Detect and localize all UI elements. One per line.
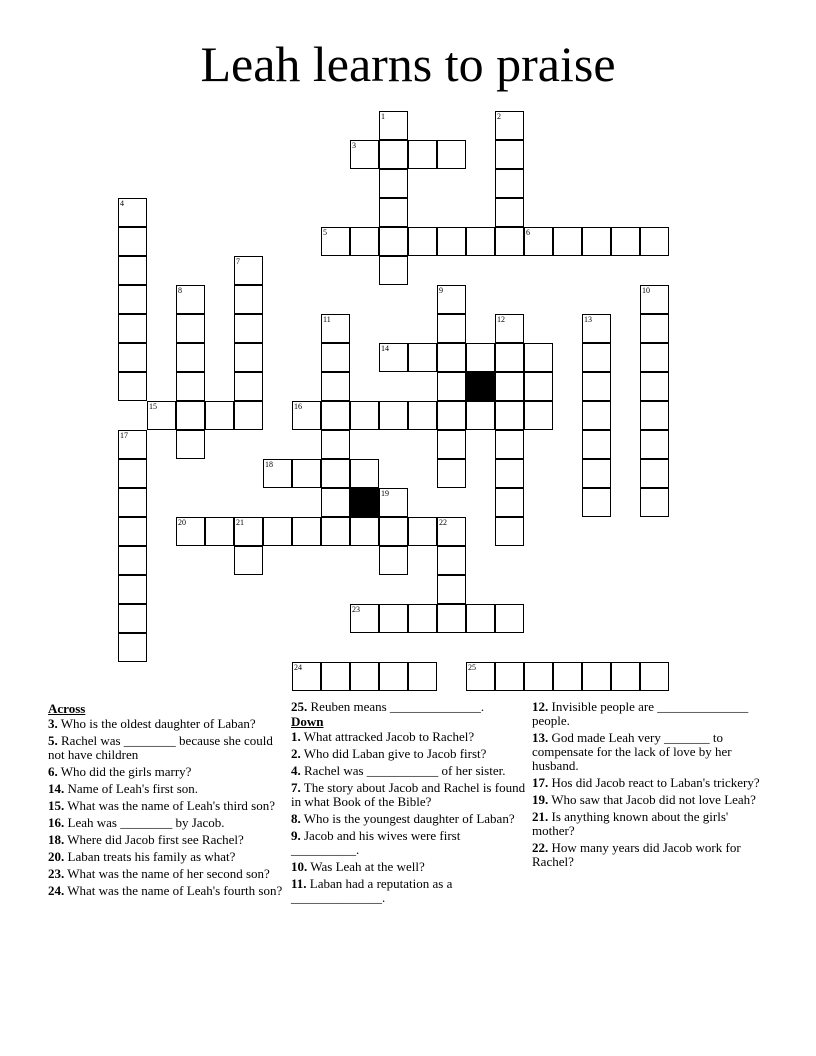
grid-cell[interactable] (350, 517, 379, 546)
clue-number: 4. (291, 763, 301, 778)
cell-number: 23 (352, 605, 360, 614)
grid-cell[interactable] (524, 662, 553, 691)
clue-number: 9. (291, 828, 301, 843)
grid-cell[interactable] (292, 662, 321, 691)
grid-cell[interactable] (437, 227, 466, 256)
clue-text: Was Leah at the well? (307, 859, 425, 874)
grid-cell[interactable] (466, 662, 495, 691)
clue-text: Who is the oldest daughter of Laban? (57, 716, 256, 731)
grid-cell[interactable] (379, 256, 408, 285)
clue-number: 22. (532, 840, 549, 855)
clue-text: Name of Leah's first son. (64, 781, 199, 796)
grid-cell[interactable] (176, 285, 205, 314)
grid-cell[interactable] (640, 227, 669, 256)
grid-cell[interactable] (234, 372, 263, 401)
clue-text: Is anything known about the girls' mother? (532, 809, 729, 838)
grid-cell[interactable] (321, 459, 350, 488)
down-clue (532, 776, 768, 790)
grid-cell[interactable] (379, 140, 408, 169)
grid-cell[interactable] (640, 459, 669, 488)
cell-number: 19 (381, 489, 389, 498)
grid-cell[interactable] (408, 343, 437, 372)
grid-cell[interactable] (118, 488, 147, 517)
grid-cell[interactable] (495, 140, 524, 169)
down-heading: Down (291, 714, 324, 729)
cell-number: 14 (381, 344, 389, 353)
across-clue (48, 734, 284, 762)
grid-cell[interactable] (321, 343, 350, 372)
grid-cell[interactable] (321, 227, 350, 256)
down-clue (532, 841, 768, 869)
grid-cell[interactable] (582, 314, 611, 343)
grid-cell[interactable] (321, 314, 350, 343)
cell-number: 18 (265, 460, 273, 469)
clue-text: Hos did Jacob react to Laban's trickery? (548, 775, 760, 790)
clue-number: 14. (48, 781, 65, 796)
grid-cell[interactable] (350, 401, 379, 430)
clue-number: 6. (48, 764, 58, 779)
grid-cell[interactable] (176, 343, 205, 372)
grid-cell[interactable] (176, 372, 205, 401)
cell-number: 8 (178, 286, 182, 295)
grid-cell[interactable] (118, 633, 147, 662)
grid-cell[interactable] (495, 227, 524, 256)
clue-text: Where did Jacob first see Rachel? (64, 832, 244, 847)
grid-cell[interactable] (437, 140, 466, 169)
grid-cell[interactable] (147, 401, 176, 430)
cell-number: 7 (236, 257, 240, 266)
grid-cell[interactable] (466, 401, 495, 430)
grid-cell[interactable] (582, 343, 611, 372)
clue-number: 3. (48, 716, 58, 731)
down-clue (291, 747, 527, 761)
cell-number: 4 (120, 199, 124, 208)
cell-number: 16 (294, 402, 302, 411)
across-clue (48, 833, 284, 847)
grid-cell[interactable] (234, 314, 263, 343)
grid-cell[interactable] (350, 227, 379, 256)
grid-cell[interactable] (263, 517, 292, 546)
grid-cell[interactable] (437, 517, 466, 546)
grid-cell[interactable] (408, 401, 437, 430)
grid-cell[interactable] (437, 285, 466, 314)
grid-cell[interactable] (379, 604, 408, 633)
grid-cell[interactable] (495, 169, 524, 198)
clue-number: 20. (48, 849, 65, 864)
grid-cell[interactable] (118, 285, 147, 314)
grid-cell[interactable] (118, 546, 147, 575)
page-title: Leah learns to praise (200, 36, 616, 92)
grid-cell[interactable] (524, 401, 553, 430)
clue-text: What was the name of Leah's fourth son? (64, 883, 283, 898)
grid-cell[interactable] (321, 488, 350, 517)
across-clue (291, 700, 527, 714)
grid-cell[interactable] (379, 111, 408, 140)
across-heading: Across (48, 701, 86, 716)
across-clue (48, 816, 284, 830)
clue-number: 25. (291, 699, 308, 714)
grid-cell[interactable] (495, 401, 524, 430)
grid-cell[interactable] (466, 227, 495, 256)
grid-cell[interactable] (234, 546, 263, 575)
clue-text: Rachel was ___________ of her sister. (300, 763, 506, 778)
grid-cell[interactable] (437, 401, 466, 430)
down-clue (291, 764, 527, 778)
grid-cell[interactable] (205, 517, 234, 546)
clue-number: 10. (291, 859, 308, 874)
clue-text: What was the name of Leah's third son? (64, 798, 276, 813)
grid-cell[interactable] (582, 372, 611, 401)
grid-cell[interactable] (495, 198, 524, 227)
grid-cell[interactable] (321, 517, 350, 546)
grid-cell[interactable] (611, 662, 640, 691)
cell-number: 25 (468, 663, 476, 672)
clue-text: How many years did Jacob work for Rachel? (532, 840, 741, 869)
clue-number: 21. (532, 809, 549, 824)
grid-cell[interactable] (118, 459, 147, 488)
clue-number: 8. (291, 811, 301, 826)
grid-cell[interactable] (437, 314, 466, 343)
clue-number: 23. (48, 866, 65, 881)
clue-text: Who saw that Jacob did not love Leah? (548, 792, 756, 807)
black-square (350, 488, 379, 517)
grid-cell[interactable] (350, 662, 379, 691)
grid-cell[interactable] (466, 604, 495, 633)
grid-cell[interactable] (553, 227, 582, 256)
grid-cell[interactable] (292, 517, 321, 546)
grid-cell[interactable] (437, 372, 466, 401)
grid-cell[interactable] (437, 575, 466, 604)
cell-number: 11 (323, 315, 331, 324)
grid-cell[interactable] (495, 662, 524, 691)
clue-number: 24. (48, 883, 65, 898)
clue-text: Jacob and his wives were first __________. (291, 828, 461, 857)
grid-cell[interactable] (495, 111, 524, 140)
down-clue (532, 810, 768, 838)
grid-cell[interactable] (640, 314, 669, 343)
clue-number: 2. (291, 746, 301, 761)
cell-number: 10 (642, 286, 650, 295)
grid-cell[interactable] (408, 227, 437, 256)
grid-cell[interactable] (205, 401, 234, 430)
across-clue (48, 782, 284, 796)
grid-cell[interactable] (582, 459, 611, 488)
grid-cell[interactable] (379, 662, 408, 691)
grid-cell[interactable] (611, 227, 640, 256)
grid-cell[interactable] (495, 343, 524, 372)
cell-number: 17 (120, 431, 128, 440)
grid-cell[interactable] (350, 140, 379, 169)
grid-cell[interactable] (118, 604, 147, 633)
grid-cell[interactable] (118, 517, 147, 546)
grid-cell[interactable] (379, 488, 408, 517)
down-clue (532, 700, 768, 728)
down-clue (291, 877, 527, 905)
grid-cell[interactable] (234, 517, 263, 546)
down-clue (291, 829, 527, 857)
grid-cell[interactable] (408, 140, 437, 169)
clue-number: 12. (532, 699, 549, 714)
grid-cell[interactable] (379, 198, 408, 227)
grid-cell[interactable] (495, 430, 524, 459)
black-square (466, 372, 495, 401)
clue-text: The story about Jacob and Rachel is found in what Book of the Bible? (291, 780, 526, 809)
cell-number: 15 (149, 402, 157, 411)
down-clue (291, 812, 527, 826)
clue-text: Leah was ________ by Jacob. (64, 815, 225, 830)
grid-cell[interactable] (437, 430, 466, 459)
grid-cell[interactable] (176, 401, 205, 430)
clue-text: What attracked Jacob to Rachel? (300, 729, 475, 744)
clue-number: 17. (532, 775, 549, 790)
clue-text: Laban treats his family as what? (64, 849, 236, 864)
grid-cell[interactable] (640, 430, 669, 459)
clue-text: Reuben means ______________. (307, 699, 485, 714)
clue-text: Who is the youngest daughter of Laban? (300, 811, 515, 826)
cell-number: 21 (236, 518, 244, 527)
clues-column-1 (48, 700, 284, 901)
clue-number: 15. (48, 798, 65, 813)
grid-cell[interactable] (582, 488, 611, 517)
clue-text: Invisible people are ______________ people. (532, 699, 749, 728)
clue-number: 5. (48, 733, 58, 748)
grid-cell[interactable] (350, 459, 379, 488)
cell-number: 6 (526, 228, 530, 237)
grid-cell[interactable] (118, 227, 147, 256)
grid-cell[interactable] (553, 662, 582, 691)
down-clue (291, 860, 527, 874)
grid-cell[interactable] (524, 343, 553, 372)
grid-cell[interactable] (118, 198, 147, 227)
grid-cell[interactable] (292, 459, 321, 488)
down-clue (291, 730, 527, 744)
cell-number: 13 (584, 315, 592, 324)
grid-cell[interactable] (379, 401, 408, 430)
clue-text: What was the name of her second son? (64, 866, 270, 881)
cell-number: 1 (381, 112, 385, 121)
cell-number: 20 (178, 518, 186, 527)
clue-number: 19. (532, 792, 549, 807)
grid-cell[interactable] (524, 227, 553, 256)
grid-cell[interactable] (321, 401, 350, 430)
cell-number: 24 (294, 663, 302, 672)
grid-cell[interactable] (437, 459, 466, 488)
grid-cell[interactable] (640, 401, 669, 430)
grid-cell[interactable] (408, 604, 437, 633)
across-clue (48, 799, 284, 813)
grid-cell[interactable] (640, 285, 669, 314)
grid-cell[interactable] (176, 517, 205, 546)
grid-cell[interactable] (495, 372, 524, 401)
clue-text: God made Leah very _______ to compensate for the lack of love by her husband. (532, 730, 732, 773)
clue-number: 16. (48, 815, 65, 830)
grid-cell[interactable] (640, 488, 669, 517)
grid-cell[interactable] (292, 401, 321, 430)
across-clue (48, 850, 284, 864)
across-clue (48, 884, 284, 898)
grid-cell[interactable] (321, 662, 350, 691)
grid-cell[interactable] (350, 604, 379, 633)
grid-cell[interactable] (379, 343, 408, 372)
grid-cell[interactable] (321, 430, 350, 459)
grid-cell[interactable] (234, 343, 263, 372)
grid-cell[interactable] (640, 372, 669, 401)
grid-cell[interactable] (263, 459, 292, 488)
grid-cell[interactable] (118, 575, 147, 604)
clues-column-2 (291, 700, 527, 908)
grid-cell[interactable] (466, 343, 495, 372)
cell-number: 3 (352, 141, 356, 150)
grid-cell[interactable] (640, 662, 669, 691)
grid-cell[interactable] (379, 169, 408, 198)
grid-cell[interactable] (118, 343, 147, 372)
clue-text: Who did the girls marry? (57, 764, 192, 779)
across-clue (48, 717, 284, 731)
grid-cell[interactable] (495, 517, 524, 546)
clue-number: 7. (291, 780, 301, 795)
clue-text: Laban had a reputation as a ______________. (291, 876, 453, 905)
grid-cell[interactable] (234, 256, 263, 285)
grid-cell[interactable] (582, 401, 611, 430)
cell-number: 22 (439, 518, 447, 527)
clue-text: Who did Laban give to Jacob first? (300, 746, 487, 761)
grid-cell[interactable] (437, 546, 466, 575)
clue-number: 18. (48, 832, 65, 847)
grid-cell[interactable] (582, 227, 611, 256)
grid-cell[interactable] (118, 256, 147, 285)
cell-number: 2 (497, 112, 501, 121)
grid-cell[interactable] (118, 430, 147, 459)
grid-cell[interactable] (176, 314, 205, 343)
grid-cell[interactable] (495, 488, 524, 517)
grid-cell[interactable] (495, 604, 524, 633)
cell-number: 12 (497, 315, 505, 324)
grid-cell[interactable] (408, 517, 437, 546)
grid-cell[interactable] (321, 372, 350, 401)
grid-cell[interactable] (437, 604, 466, 633)
clue-number: 13. (532, 730, 549, 745)
clue-text: Rachel was ________ because she could not have children (48, 733, 273, 762)
grid-cell[interactable] (437, 343, 466, 372)
across-clue (48, 867, 284, 881)
down-clue (532, 793, 768, 807)
clues-column-3 (532, 700, 768, 872)
grid-cell[interactable] (524, 372, 553, 401)
grid-cell[interactable] (379, 517, 408, 546)
grid-cell[interactable] (582, 430, 611, 459)
clue-number: 1. (291, 729, 301, 744)
grid-cell[interactable] (408, 662, 437, 691)
grid-cell[interactable] (495, 314, 524, 343)
down-clue (532, 731, 768, 773)
grid-cell[interactable] (118, 372, 147, 401)
grid-cell[interactable] (234, 285, 263, 314)
grid-cell[interactable] (379, 227, 408, 256)
grid-cell[interactable] (495, 459, 524, 488)
grid-cell[interactable] (176, 430, 205, 459)
down-clue (291, 781, 527, 809)
grid-cell[interactable] (582, 662, 611, 691)
cell-number: 9 (439, 286, 443, 295)
grid-cell[interactable] (640, 343, 669, 372)
across-clue (48, 765, 284, 779)
grid-cell[interactable] (118, 314, 147, 343)
grid-cell[interactable] (234, 401, 263, 430)
cell-number: 5 (323, 228, 327, 237)
clue-number: 11. (291, 876, 307, 891)
grid-cell[interactable] (379, 546, 408, 575)
